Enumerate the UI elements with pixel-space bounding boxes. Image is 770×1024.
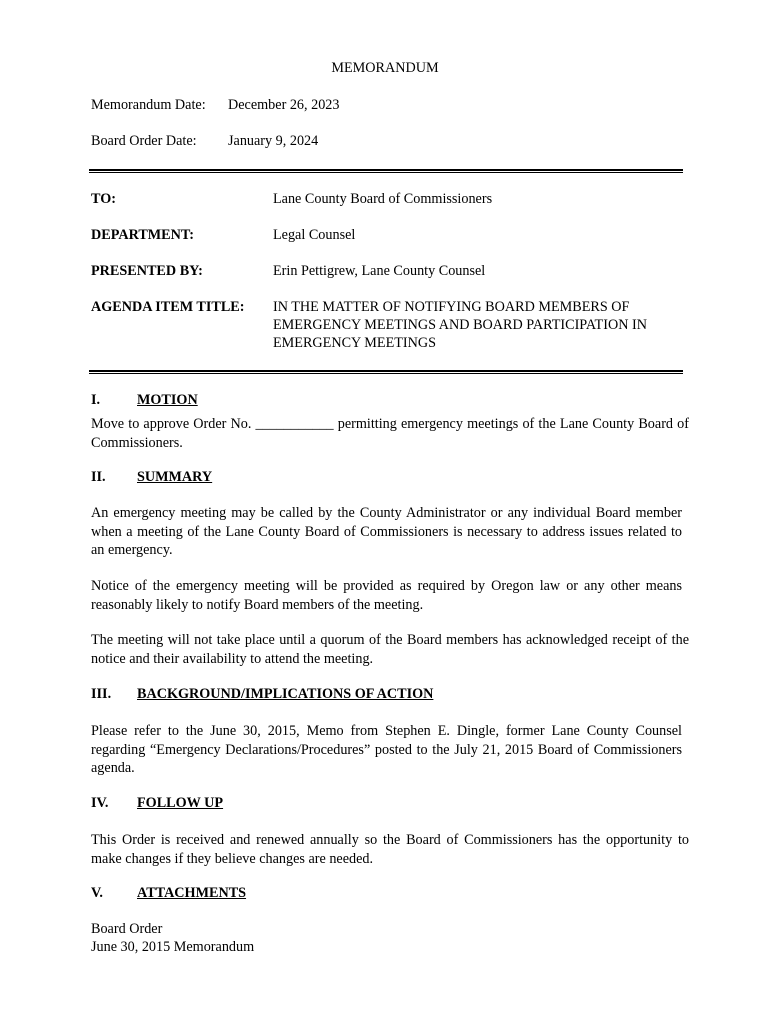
follow-up-number: IV. [91, 795, 109, 811]
bottom-divider [89, 370, 683, 374]
follow-up-heading: FOLLOW UP [137, 795, 224, 811]
memo-date-label: Memorandum Date: [91, 97, 206, 113]
board-order-date-value: January 9, 2024 [228, 133, 319, 149]
presented-by-label: PRESENTED BY: [91, 263, 203, 279]
attachment-item: June 30, 2015 Memorandum [91, 939, 255, 955]
department-label: DEPARTMENT: [91, 227, 195, 243]
attachments-number: V. [91, 885, 103, 901]
background-text: Please refer to the June 30, 2015, Memo from Stephen E. Dingle, former Lane County Counsel regarding “Emergency Declarations/Procedures” posted to the July 21, 2015 Board of Commissioners agenda. [91, 723, 682, 776]
background-heading: BACKGROUND/IMPLICATIONS OF ACTION [137, 686, 434, 702]
summary-number: II. [91, 469, 106, 485]
top-divider [89, 169, 683, 173]
board-order-date-label: Board Order Date: [91, 133, 197, 149]
department-value: Legal Counsel [273, 227, 356, 243]
to-value: Lane County Board of Commissioners [273, 191, 493, 207]
presented-by-value: Erin Pettigrew, Lane County Counsel [273, 263, 486, 279]
attachments-heading: ATTACHMENTS [137, 885, 247, 901]
agenda-item-title-value: IN THE MATTER OF NOTIFYING BOARD MEMBERS OF EMERGENCY MEETINGS AND BOARD PARTICIPATION IN EMERGENCY MEETINGS [273, 299, 647, 351]
to-label: TO: [91, 191, 116, 207]
summary-heading: SUMMARY [137, 469, 213, 485]
agenda-item-title-label: AGENDA ITEM TITLE: [91, 299, 245, 315]
memo-date-value: December 26, 2023 [228, 97, 340, 113]
summary-paragraph-3: The meeting will not take place until a quorum of the Board members has acknowledged receipt of the notice and their availability to attend the meeting. [91, 632, 689, 667]
follow-up-text: This Order is received and renewed annually so the Board of Commissioners has the opportunity to make changes if they believe changes are needed. [91, 832, 689, 867]
motion-number: I. [91, 392, 101, 408]
background-number: III. [91, 686, 112, 702]
attachment-item: Board Order [91, 921, 163, 937]
summary-paragraph-1: An emergency meeting may be called by the County Administrator or any individual Board member when a meeting of the Lane County Board of Commissioners is necessary to address issues related to an emergency. [91, 505, 682, 558]
memo-title: MEMORANDUM [331, 60, 439, 76]
motion-text: Move to approve Order No. ___________ permitting emergency meetings of the Lane County Board of Commissioners. [91, 416, 689, 451]
motion-heading: MOTION [137, 392, 198, 408]
summary-paragraph-2: Notice of the emergency meeting will be provided as required by Oregon law or any other means reasonably likely to notify Board members of the meeting. [91, 578, 682, 613]
